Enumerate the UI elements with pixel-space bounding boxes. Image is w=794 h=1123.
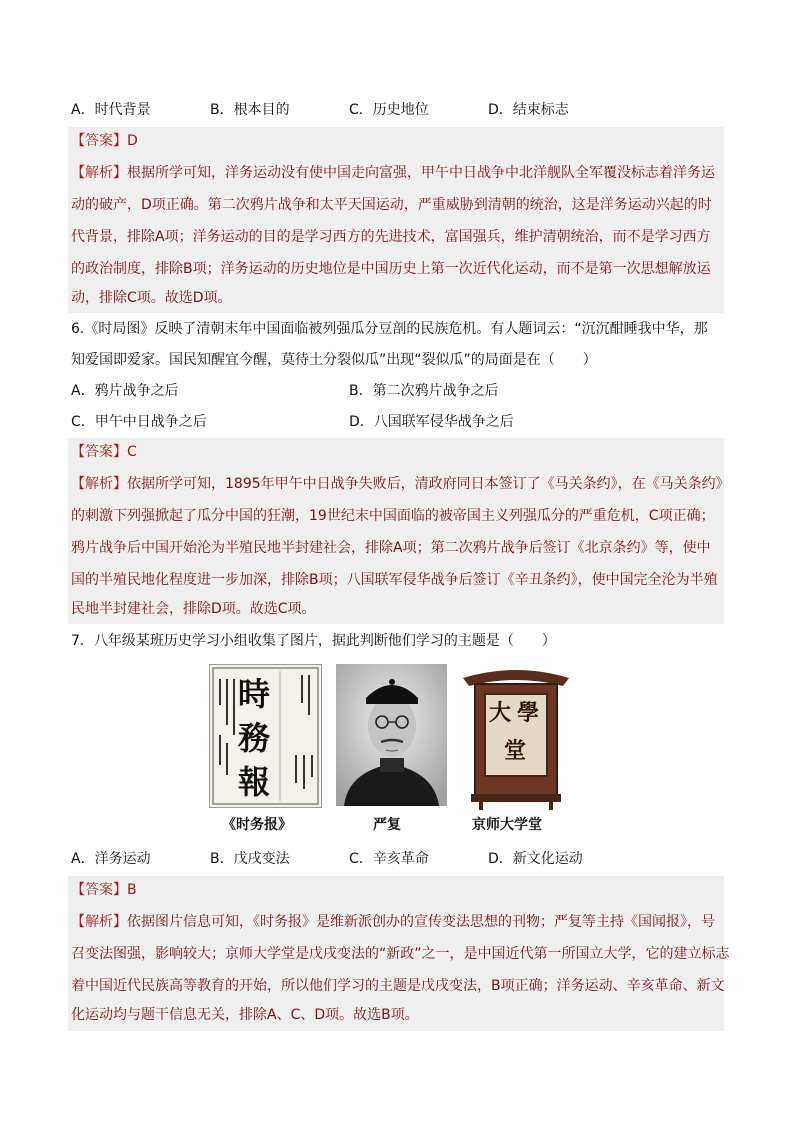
q6-analysis-line-3: 鸦片战争后中国开始沦为半殖民地半封建社会，排除A项；第二次鸦片战争后签订《北京条约》等，使中 (71, 540, 711, 556)
q5-answer-block (68, 127, 724, 313)
q7-analysis-line-4: 化运动均与题干信息无关，排除A、C、D项。故选B项。 (71, 1007, 419, 1023)
q7-answer (71, 879, 137, 901)
plaque-char-2: 學 (517, 700, 540, 726)
q6-analysis-line-4: 国的半殖民地化程度进一步加深，排除B项；八国联军侵华战争后签订《辛丑条约》，使中国完全沦为半殖 (71, 572, 718, 588)
q6-answer (71, 441, 137, 463)
plaque-image (459, 664, 573, 810)
q5-analysis-line-4: 的政治制度，排除B项；洋务运动的历史地位是中国历史上第一次近代化运动，而不是第一次思想解放运 (71, 261, 711, 277)
q5-analysis-line-2: 动的破产，D项正确。第二次鸦片战争和太平天国运动，严重威胁到清朝的统治，这是洋务运动兴起的时 (71, 197, 712, 213)
q6-stem-line-2: 知爱国即爱家。国民知醒宜今醒，莫待土分裂似瓜”出现“裂似瓜”的局面是在（ ） (71, 352, 597, 368)
answer-tag: 【答案】 (71, 444, 127, 460)
q5-option-a: A．时代背景 (71, 102, 151, 118)
answer-tag: 【答案】 (71, 133, 127, 149)
answer-value: C (127, 444, 137, 460)
analysis-tag: 【解析】 (71, 165, 127, 181)
q7-option-c: C．辛亥革命 (349, 851, 429, 867)
newspaper-image (209, 664, 322, 808)
q7-analysis-line-3: 着中国近代民族高等教育的开始，所以他们学习的主题是戊戌变法，B项正确；洋务运动、辛亥革命、新文 (71, 978, 725, 994)
newspaper-title-char-3: 報 (238, 763, 271, 801)
q7-stem: 7．八年级某班历史学习小组收集了图片，据此判断他们学习的主题是（ ） (71, 633, 556, 649)
answer-value: B (127, 882, 137, 898)
q5-option-c: C．历史地位 (349, 102, 429, 118)
q6-analysis-line-5: 民地半封建社会，排除D项。故选C项。 (71, 601, 316, 617)
q5-option-d: D．结束标志 (488, 102, 569, 118)
q7-analysis-line-1: 【解析】依据图片信息可知，《时务报》是维新派创办的宣传变法思想的刊物；严复等主持《国闻报》，号 (71, 914, 715, 930)
q6-analysis-line-1: 【解析】依据所学可知，1895年甲午中日战争失败后，清政府同日本签订了《马关条约》，在《马关条约》 (71, 476, 730, 492)
q7-analysis-line-2: 召变法图强，影响较大；京师大学堂是戊戌变法的“新政”之一，是中国近代第一所国立大学，它的建立标志 (71, 946, 730, 962)
q5-answer (71, 130, 138, 152)
analysis-tag: 【解析】 (71, 914, 127, 930)
q6-analysis-line-2: 的刺激下列强掀起了瓜分中国的狂潮，19世纪末中国面临的被帝国主义列强瓜分的严重危机，C项正确； (71, 508, 715, 524)
analysis-tag: 【解析】 (71, 476, 127, 492)
answer-tag: 【答案】 (71, 882, 127, 898)
q7-option-b: B．戊戌变法 (210, 851, 290, 867)
q6-answer-block (68, 438, 724, 624)
plaque-char-3: 堂 (504, 738, 527, 764)
answer-value: D (127, 133, 138, 149)
q7-option-d: D．新文化运动 (488, 851, 583, 867)
q6-option-c: C．甲午中日战争之后 (71, 414, 207, 430)
newspaper-title-char-2: 務 (238, 719, 271, 757)
q6-option-a: A．鸦片战争之后 (71, 383, 179, 399)
caption-newspaper: 《时务报》 (222, 817, 292, 833)
caption-plaque: 京师大学堂 (472, 817, 542, 833)
q7-option-a: A．洋务运动 (71, 851, 151, 867)
q6-stem-line-1: 6.《时局图》反映了清朝末年中国面临被列强瓜分豆剖的民族危机。有人题词云：“沉沉酣睡我中华，那 (71, 321, 708, 337)
q5-analysis-line-5: 动，排除C项。故选D项。 (71, 290, 232, 306)
q6-option-b: B．第二次鸦片战争之后 (349, 383, 499, 399)
portrait-image (336, 664, 447, 806)
caption-portrait: 严复 (373, 817, 401, 833)
q5-analysis-line-1: 【解析】根据所学可知，洋务运动没有使中国走向富强，甲午中日战争中北洋舰队全军覆没标志着洋务运 (71, 165, 715, 181)
newspaper-title-char-1: 時 (238, 675, 271, 713)
q5-option-b: B．根本目的 (210, 102, 290, 118)
q6-option-d: D．八国联军侵华战争之后 (349, 414, 514, 430)
portrait-illustration (336, 664, 447, 806)
plaque-char-1: 大 (489, 700, 512, 726)
q5-analysis-line-3: 代背景，排除A项；洋务运动的目的是学习西方的先进技术，富国强兵，维护清朝统治，而不是学习西方 (71, 229, 711, 245)
